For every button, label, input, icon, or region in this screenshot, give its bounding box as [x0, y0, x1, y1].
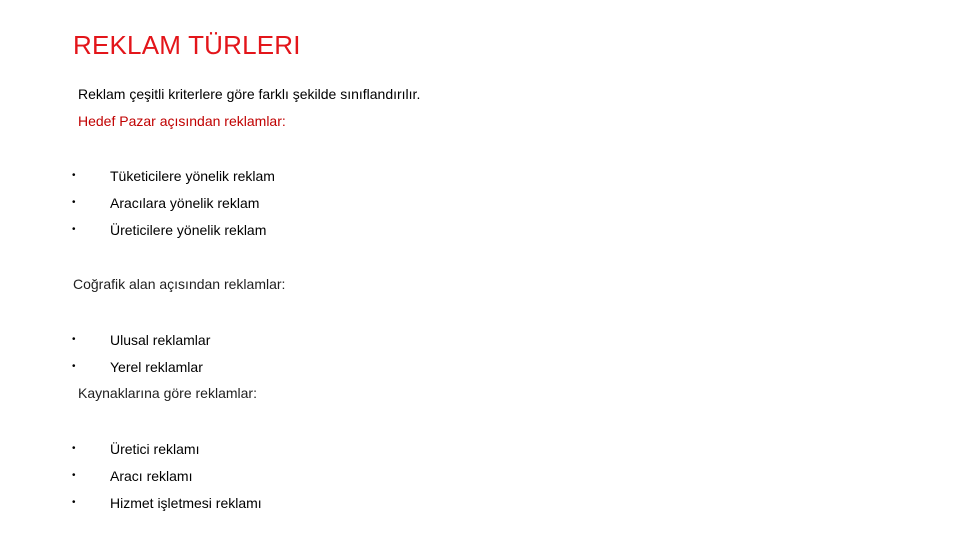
list-item-text: Tüketicilere yönelik reklam	[110, 168, 275, 184]
list-item-text: Hizmet işletmesi reklamı	[110, 495, 262, 511]
bullet-icon: •	[72, 224, 76, 235]
list-item-text: Üreticilere yönelik reklam	[110, 222, 267, 238]
list-item-text: Ulusal reklamlar	[110, 332, 211, 348]
list-item-text: Yerel reklamlar	[110, 359, 203, 375]
list-item-text: Aracılara yönelik reklam	[110, 195, 260, 211]
bullet-icon: •	[72, 170, 76, 181]
bullet-icon: •	[72, 497, 76, 508]
bullet-icon: •	[72, 197, 76, 208]
section-heading-target-market: Hedef Pazar açısından reklamlar:	[78, 113, 286, 129]
section-heading-geographic: Coğrafik alan açısından reklamlar:	[73, 276, 286, 292]
bullet-icon: •	[72, 470, 76, 481]
intro-text: Reklam çeşitli kriterlere göre farklı şekilde sınıflandırılır.	[78, 86, 421, 102]
section-heading-sources: Kaynaklarına göre reklamlar:	[78, 385, 257, 401]
list-item-text: Üretici reklamı	[110, 441, 200, 457]
bullet-icon: •	[72, 334, 76, 345]
bullet-icon: •	[72, 443, 76, 454]
bullet-icon: •	[72, 361, 76, 372]
list-item-text: Aracı reklamı	[110, 468, 193, 484]
slide-title: REKLAM TÜRLERI	[73, 30, 301, 60]
